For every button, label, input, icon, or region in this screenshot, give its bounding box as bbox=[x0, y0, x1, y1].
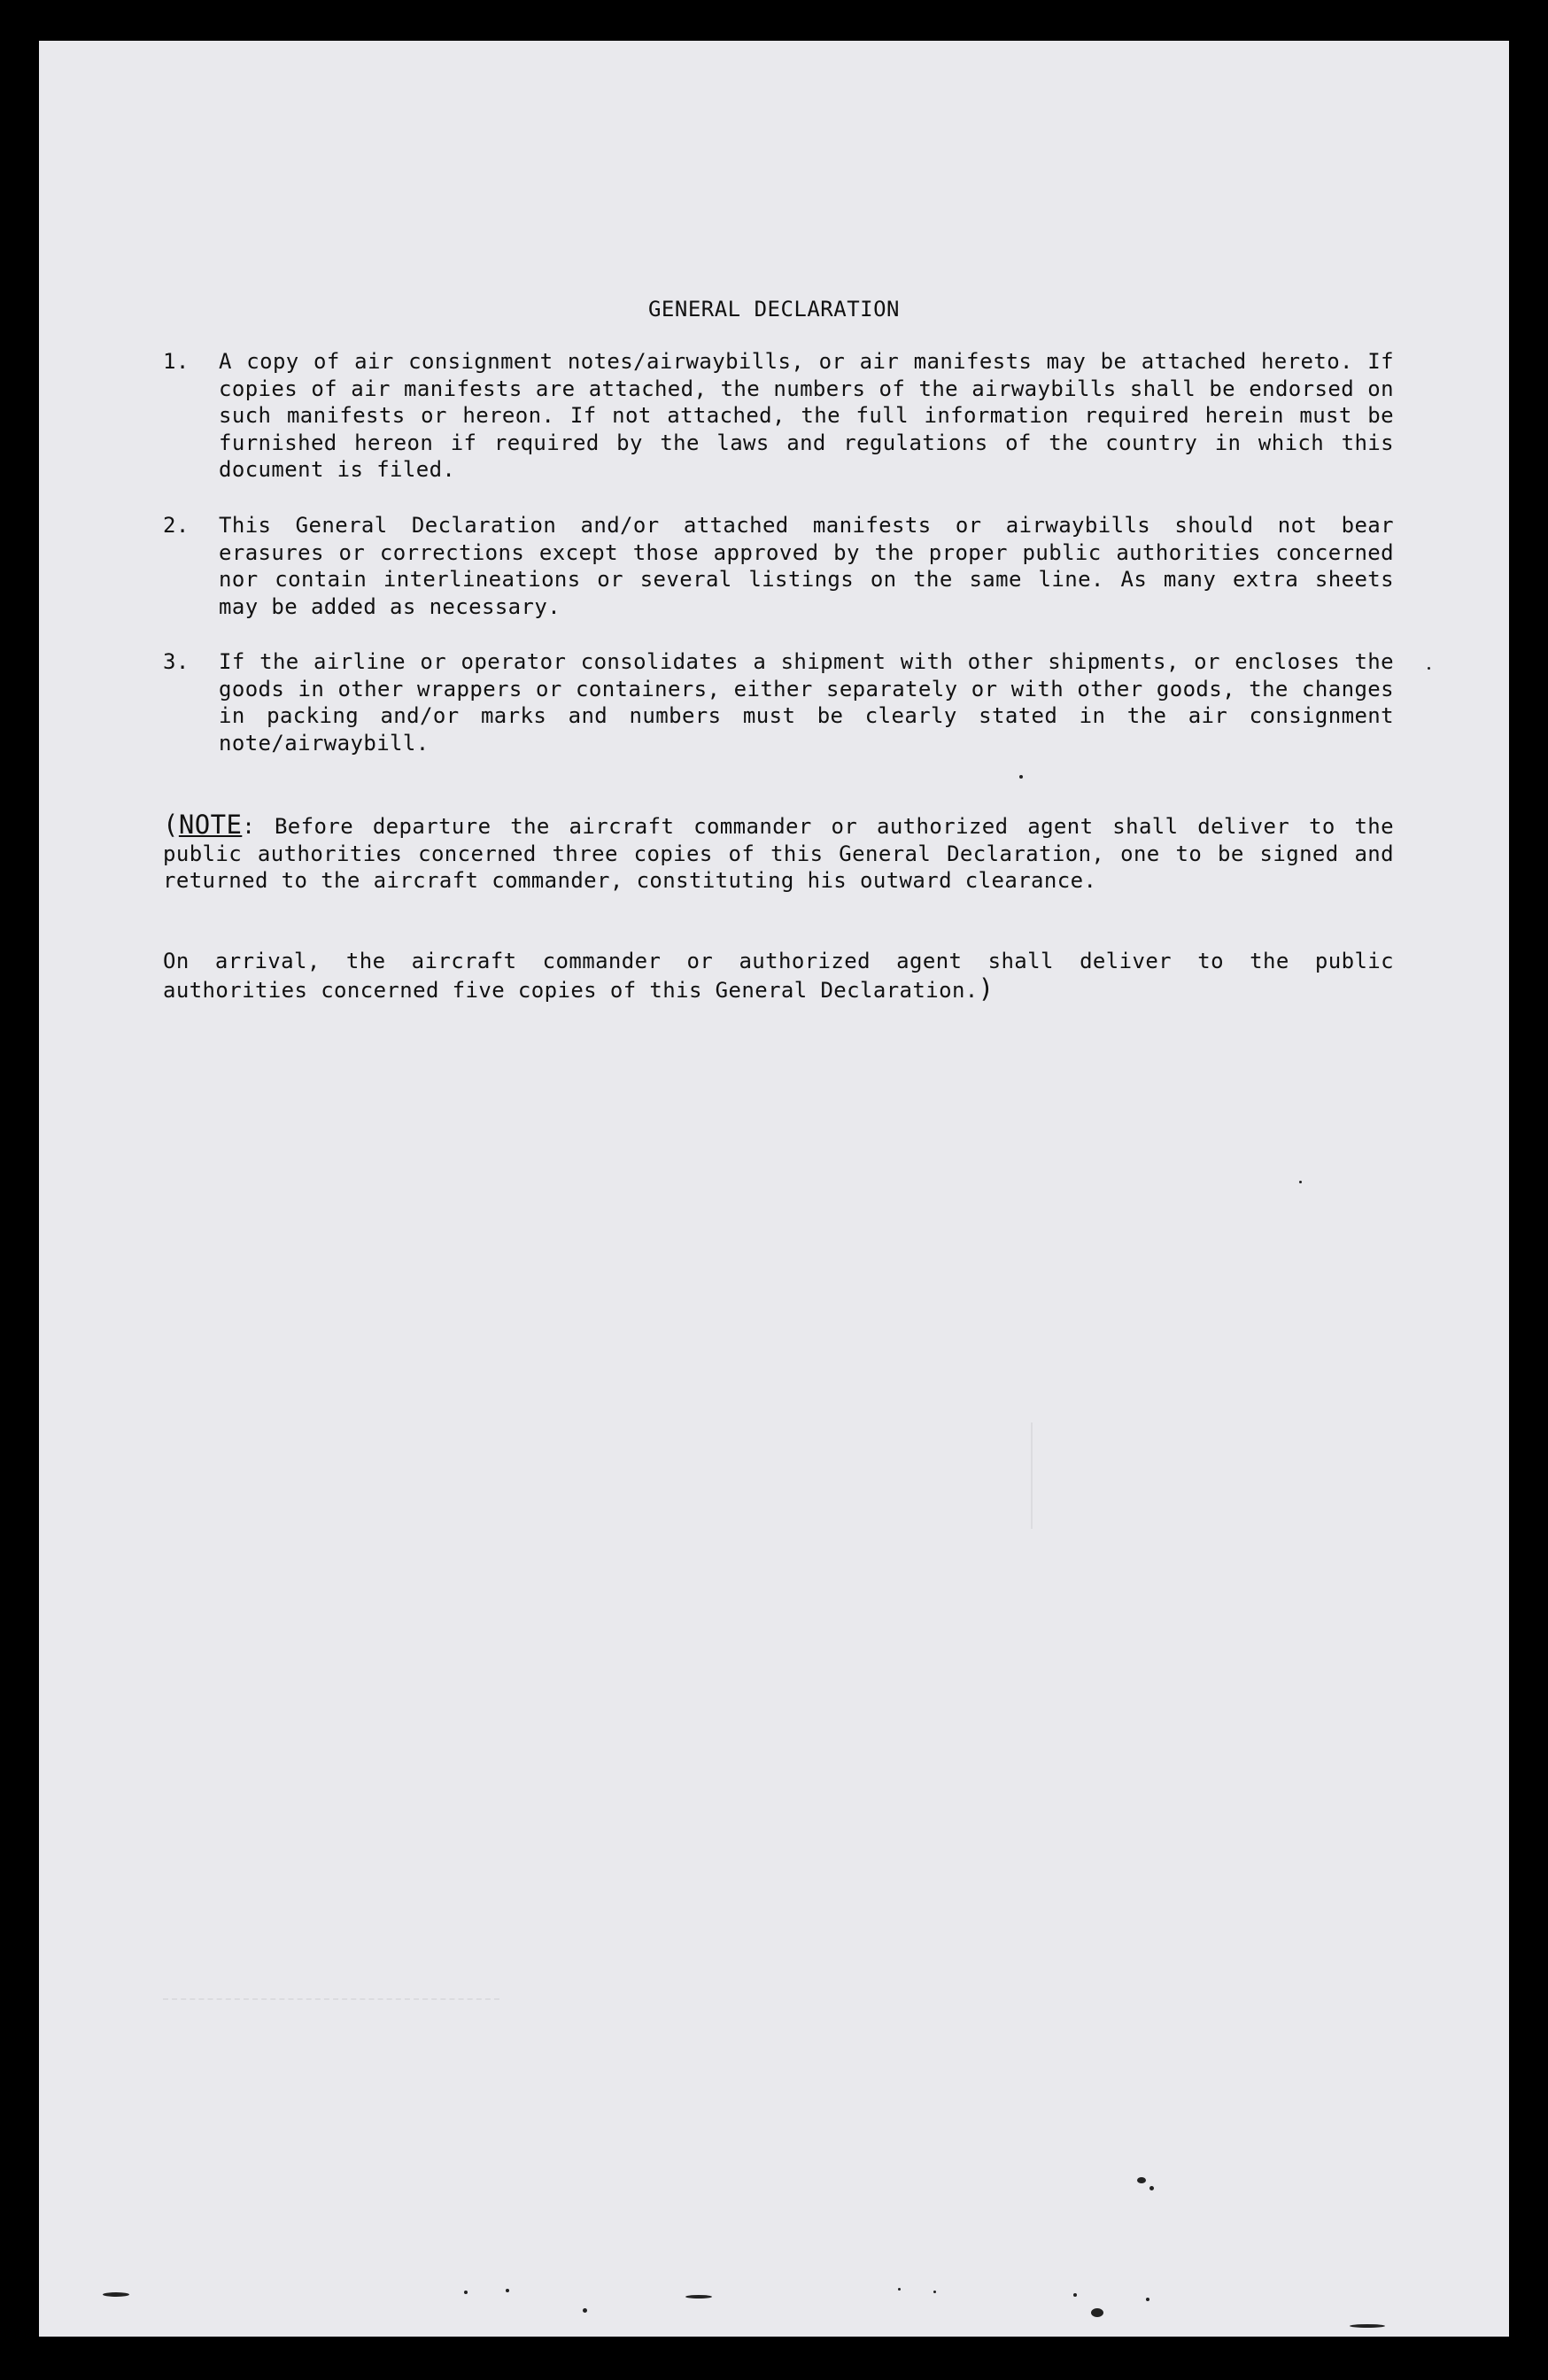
scan-speck bbox=[1149, 2186, 1154, 2190]
show-through-rule bbox=[163, 1998, 499, 2000]
arrival-close-paren: ) bbox=[978, 973, 995, 1004]
document-title: GENERAL DECLARATION bbox=[647, 297, 901, 322]
instruction-item-2 bbox=[163, 512, 1394, 620]
scan-speck bbox=[1428, 667, 1430, 670]
scan-speck bbox=[506, 2289, 509, 2292]
scan-speck bbox=[1091, 2308, 1103, 2317]
scan-speck bbox=[1350, 2324, 1385, 2328]
scan-speck bbox=[685, 2295, 712, 2299]
instruction-item-3 bbox=[163, 648, 1394, 756]
item-number: 3. bbox=[163, 649, 190, 674]
scan-speck bbox=[1146, 2298, 1149, 2301]
scan-speck bbox=[1073, 2293, 1077, 2297]
arrival-text: On arrival, the aircraft commander or authorized agent shall deliver to the public authorities concerned five copies of this General Declaration. bbox=[163, 949, 1394, 1003]
item-text: If the airline or operator consolidates a shipment with other shipments, or encloses the goods in other wrappers or containers, either separately or with other goods, the changes in packing and/or marks and numbers must be clearly stated in the air consignment note/airwaybill. bbox=[219, 649, 1394, 756]
scan-speck bbox=[898, 2288, 901, 2291]
arrival-note bbox=[163, 948, 1394, 1004]
note-text: Before departure the aircraft commander or authorized agent shall deliver to the public authorities concerned three copies of this General Declaration, one to be signed and returned to the aircraft commander, constituting his outward clearance. bbox=[163, 814, 1394, 893]
departure-note bbox=[163, 811, 1394, 895]
item-number: 1. bbox=[163, 349, 190, 374]
note-label: NOTE bbox=[178, 810, 243, 840]
scan-speck bbox=[103, 2292, 129, 2297]
item-number: 2. bbox=[163, 513, 190, 538]
instruction-item-1 bbox=[163, 348, 1394, 484]
scan-speck bbox=[464, 2291, 468, 2294]
note-open-paren: ( bbox=[163, 810, 179, 840]
document-page bbox=[39, 41, 1509, 2337]
scan-speck bbox=[583, 2308, 587, 2313]
show-through-rule bbox=[1031, 1423, 1033, 1529]
scan-speck bbox=[1299, 1181, 1302, 1183]
note-colon: : bbox=[242, 814, 256, 839]
item-text: A copy of air consignment notes/airwaybills, or air manifests may be attached hereto. If copies of air manifests are attached, the numbers of the airwaybills shall be endorsed on such manifests or hereon. If not attached, the full information required herein must be furnished hereon if required by the laws and regulations of the country in which this document is filed. bbox=[219, 349, 1394, 482]
item-text: This General Declaration and/or attached manifests or airwaybills should not bear erasures or corrections except those approved by the proper public authorities concerned nor contain interlineations or several listings on the same line. As many extra sheets may be added as necessary. bbox=[219, 513, 1394, 619]
scan-speck bbox=[1137, 2177, 1146, 2183]
scan-speck bbox=[933, 2291, 936, 2293]
scan-speck bbox=[1019, 775, 1023, 779]
